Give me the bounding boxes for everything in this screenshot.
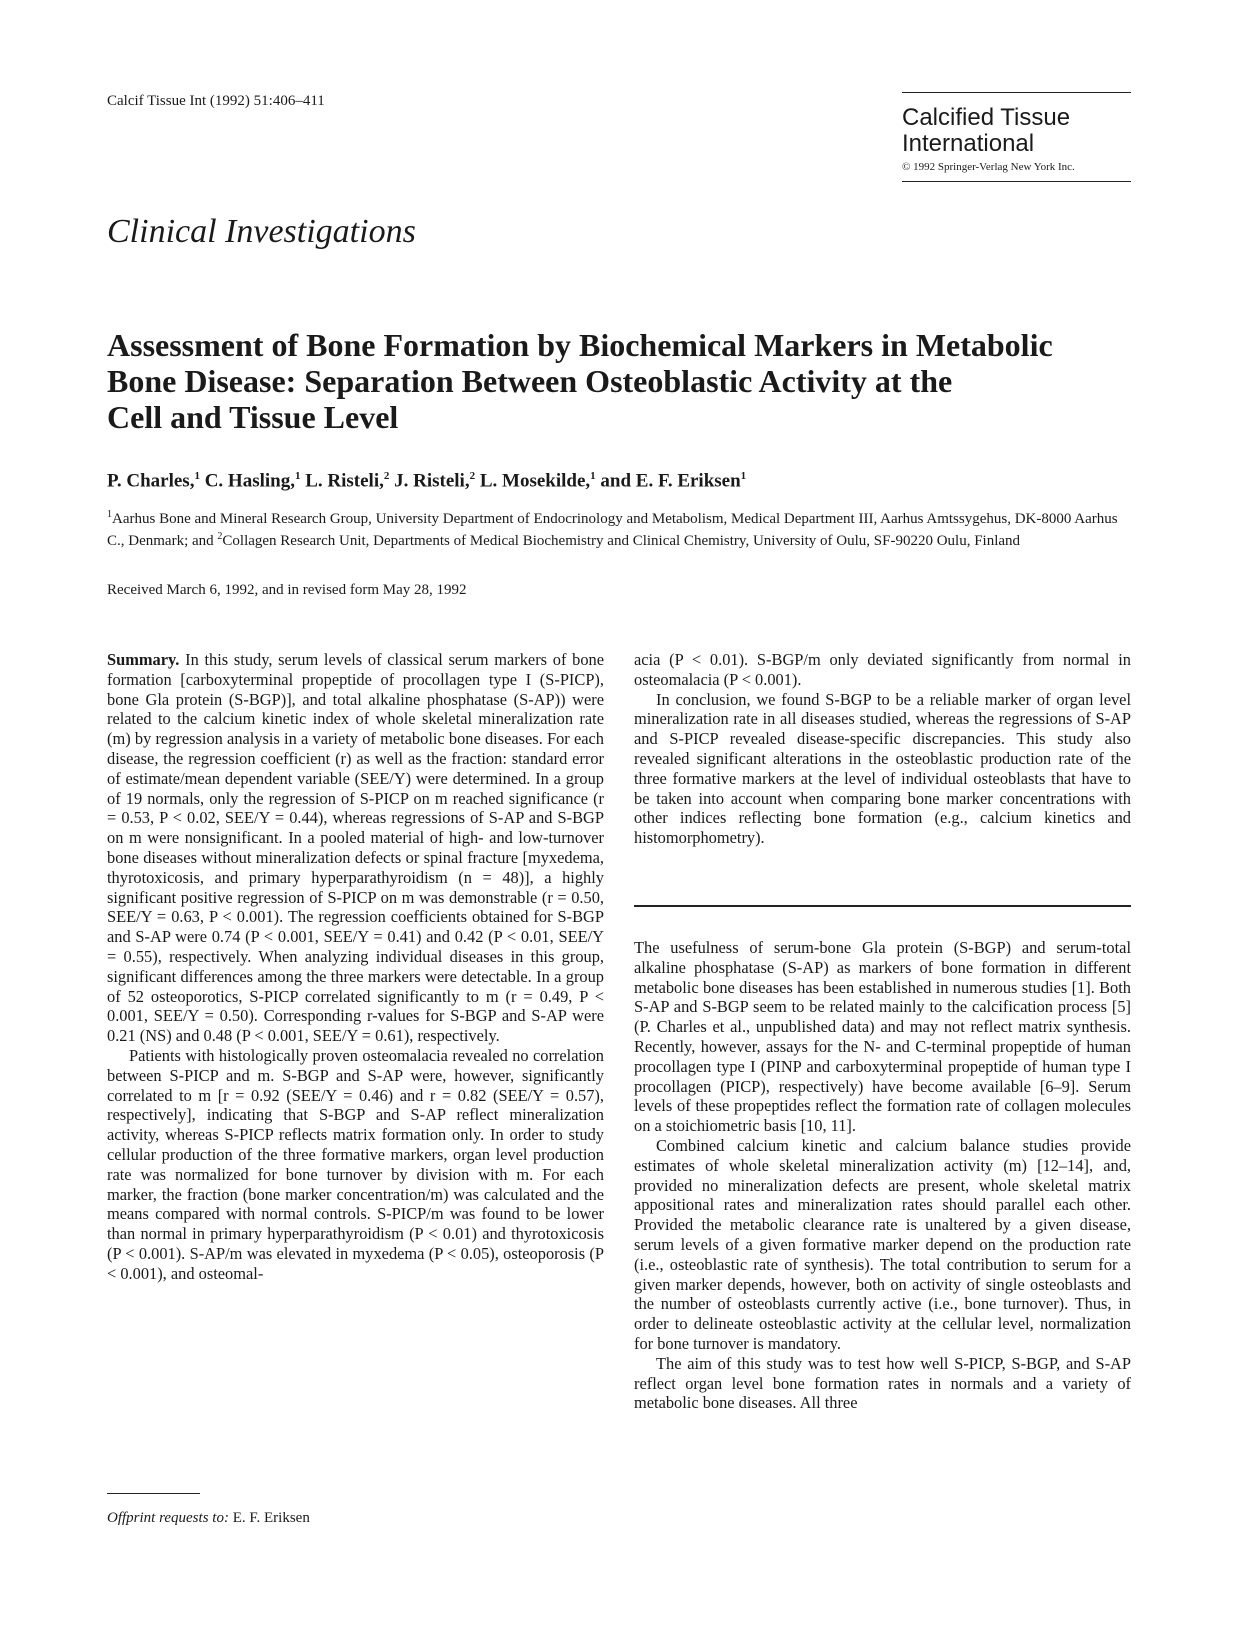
footnote-rule [107, 1493, 200, 1494]
copyright-notice: © 1992 Springer-Verlag New York Inc. [902, 161, 1075, 173]
author-affiliations [107, 506, 1132, 550]
author-name: and E. F. Eriksen [600, 470, 741, 492]
masthead-bottom-rule [902, 181, 1131, 182]
footnote-name: E. F. Eriksen [232, 1510, 310, 1526]
author-name: L. Mosekilde, [479, 470, 591, 492]
title-line: Cell and Tissue Level [107, 399, 399, 435]
affiliation-mark: 1 [107, 509, 112, 520]
summary-text: In this study, serum levels of classical serum markers of bone formation [carboxyterminal propeptide of procollagen type I (S-PICP), bone Gla protein (S-BGP)], and total alkaline phosphatase (S-AP)) were related to the calcium kinetic index of whole skeletal mineralization rate (m) by regression analysis in a variety of metabolic bone diseases. For each disease, the regression coefficient (r) as well as the fraction: standard error of estimate/mean dependent variable (SEE/Y) were determined. In a group of 19 normals, only the regression of S-PICP on m reached significance (r = 0.53, P < 0.02, SEE/Y = 0.44), whereas regressions of S-AP and S-BGP on m were nonsignificant. In a pooled material of high- and low-turnover bone diseases without mineralization defects or spinal fracture [myxedema, thyrotoxicosis, and primary hyperparathyroidism (n = 48)], a highly significant positive regression of S-PICP on m was demonstrable (r = 0.50, SEE/Y = 0.63, P < 0.001). The regression coefficients obtained for S-BGP and S-AP were 0.74 (P < 0.001, SEE/Y = 0.41) and 0.42 (P < 0.01, SEE/Y = 0.55), respectively. When analyzing individual diseases in this group, significant differences among the three markers were detectable. In a group of 52 osteoporotics, S-PICP correlated significantly to m (r = 0.49, P < 0.001, SEE/Y = 0.50). Corresponding r-values for S-BGP and S-AP were 0.21 (NS) and 0.48 (P < 0.001, SEE/Y = 0.61), respectively. [107, 650, 604, 1046]
summary-paragraph [107, 650, 604, 1046]
summary-paragraph: Patients with histologically proven osteomalacia revealed no correlation between S-PICP and m. S-BGP and S-AP were, however, significantly correlated to m [r = 0.92 (SEE/Y = 0.46) and r = 0.82 (SEE/Y = 0.57), respectively], indicating that S-BGP and S-AP reflect mineralization activity, whereas S-PICP reflects matrix formation only. In order to study cellular production of the three formative markers, organ level production rate was normalized for bone turnover by division with m. For each marker, the fraction (bone marker concentration/m) was calculated and the means compared with normal controls. S-PICP/m was found to be lower than normal in primary hyperparathyroidism (P < 0.01) and thyrotoxicosis (P < 0.001). S-AP/m was elevated in myxedema (P < 0.05), osteoporosis (P < 0.001), and osteomal- [107, 1045, 604, 1283]
summary-right-column [634, 650, 1131, 848]
summary-paragraph: In conclusion, we found S-BGP to be a reliable marker of organ level mineralization rate in all diseases studied, whereas the regressions of S-AP and S-PICP revealed disease-specific discrepancies. This study also revealed significant alterations in the osteoblastic production rate of the three formative markers at the level of individual osteoblasts that have to be taken into account when comparing bone marker concentrations with other indices reflecting bone formation (e.g., calcium kinetics and histomorphometry). [634, 689, 1131, 848]
affiliation-text: Collagen Research Unit, Departments of Medical Biochemistry and Clinical Chemistry, University of Oulu, SF-90220 Oulu, Finland [222, 533, 1021, 549]
received-date: Received March 6, 1992, and in revised form May 28, 1992 [107, 582, 467, 598]
journal-citation: Calcif Tissue Int (1992) 51:406–411 [107, 93, 325, 109]
affiliation-text: Aarhus Bone and Mineral Research Group, University Department of Endocrinology and Metabolism, Medical Department III, Aarhus Amtssygehus, DK-8000 Aarhus C., Denmark; and [107, 511, 1118, 549]
author-name: P. Charles, [107, 470, 195, 492]
author-affiliation-mark: 1 [740, 470, 747, 482]
author-name: L. Risteli, [305, 470, 384, 492]
article-title [107, 327, 1167, 435]
summary-paragraph: acia (P < 0.01). S-BGP/m only deviated significantly from normal in osteomalacia (P < 0.001). [634, 650, 1131, 689]
title-line: Assessment of Bone Formation by Biochemical Markers in Metabolic [107, 327, 1053, 363]
author-name: C. Hasling, [204, 470, 295, 492]
offprint-footnote [107, 1510, 310, 1527]
summary-separator-rule [634, 905, 1131, 907]
journal-masthead [902, 92, 1131, 182]
author-affiliation-mark: 1 [590, 470, 596, 482]
author-list [107, 470, 746, 492]
author-affiliation-mark: 2 [383, 470, 390, 482]
body-paragraph: Combined calcium kinetic and calcium balance studies provide estimates of whole skeletal mineralization activity (m) [12–14], and, provided no mineralization defects are present, whole skeletal matrix appositional rates and mineralization rates should parallel each other. Provided the metabolic clearance rate is unaltered by a given disease, serum levels of a given formative marker depend on the production rate (i.e., osteoblastic rate of synthesis). The total contribution to serum for a given marker depends, however, both on activity of single osteoblasts and the number of osteoblasts currently active (i.e., bone turnover). Thus, in order to delineate osteoblastic activity at the cellular level, normalization for bone turnover is mandatory. [634, 1135, 1131, 1353]
masthead-top-rule [902, 92, 1131, 93]
summary-left-column [107, 650, 604, 1284]
author-affiliation-mark: 1 [294, 470, 301, 482]
author-affiliation-mark: 1 [194, 470, 200, 482]
body-text-column [634, 938, 1131, 1413]
affiliation-mark: 2 [217, 531, 223, 542]
summary-label: Summary. [107, 650, 180, 669]
title-line: Bone Disease: Separation Between Osteoblastic Activity at the [107, 363, 953, 399]
footnote-label: Offprint requests to: [107, 1510, 229, 1526]
body-paragraph: The usefulness of serum-bone Gla protein (S-BGP) and serum-total alkaline phosphatase (S-AP) as markers of bone formation in different metabolic bone diseases has been established in numerous studies [1]. Both S-AP and S-BGP seem to be related mainly to the calcification process [5] (P. Charles et al., unpublished data) and may not reflect matrix synthesis. Recently, however, assays for the N- and C-terminal propeptide of human procollagen type I (PINP and carboxyterminal propeptide of human type I procollagen (PICP), respectively) have become available [6–9]. Serum levels of these propeptides reflect the formation rate of collagen molecules on a stoichiometric basis [10, 11]. [634, 938, 1131, 1136]
section-heading: Clinical Investigations [107, 213, 416, 250]
author-name: J. Risteli, [394, 470, 470, 492]
body-paragraph: The aim of this study was to test how well S-PICP, S-BGP, and S-AP reflect organ level bone formation rates in normals and a variety of metabolic bone diseases. All three [634, 1353, 1131, 1413]
journal-name: Calcified Tissue International [902, 104, 1071, 157]
author-affiliation-mark: 2 [469, 470, 476, 482]
